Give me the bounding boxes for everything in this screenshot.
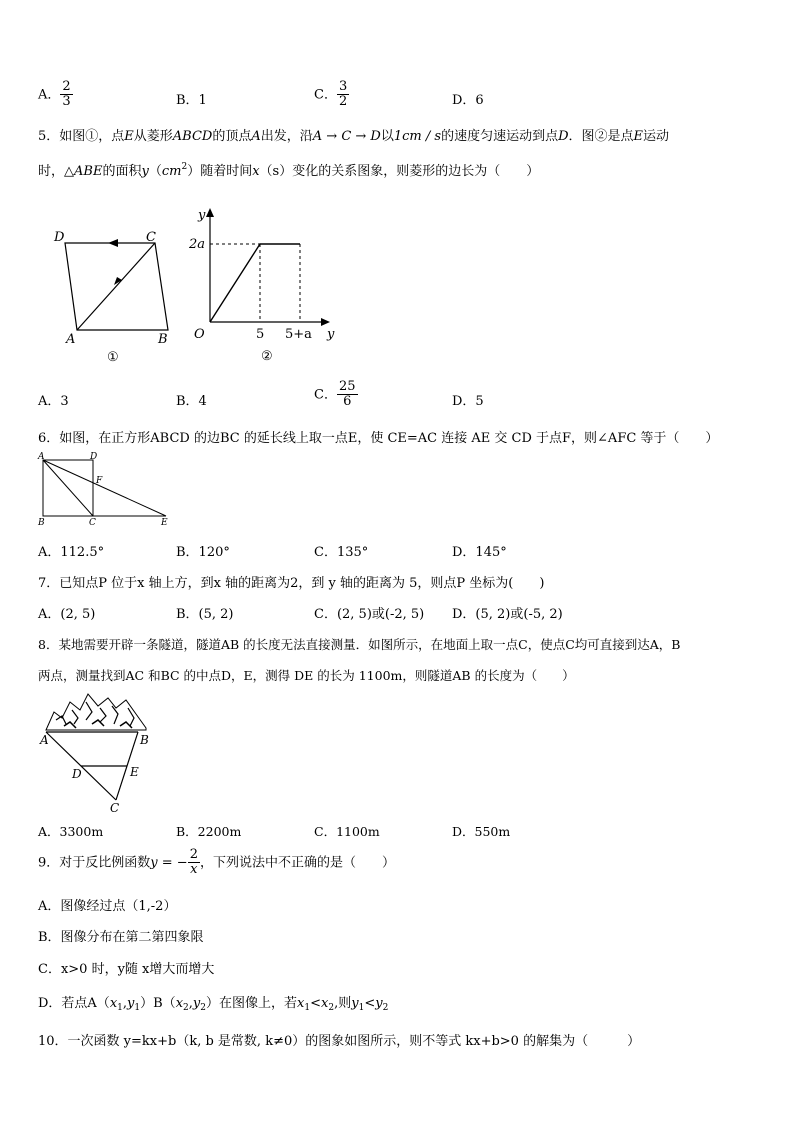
q6-option-b: B．120° (176, 545, 230, 560)
q6-option-c: C．135° (314, 545, 369, 560)
q8-stem-line2: 两点，测量找到AC 和BC 的中点D，E，测得 DE 的长为 1100m，则隧道AB 的长度为（ ） (38, 668, 575, 683)
q5-figure-rhombus (50, 225, 185, 365)
label-a: A (66, 332, 76, 347)
q4-option-c: C． $\frac{3}{2}$ (314, 79, 348, 110)
q5-option-d: D．5 (452, 394, 484, 409)
fraction: $\frac{3}{2}$ (338, 79, 348, 110)
q4-option-d: D．6 (452, 93, 484, 108)
label-y: y (198, 208, 206, 223)
q5-option-c: C． $\frac{25}{6}$ (314, 379, 356, 410)
segment-ae (43, 460, 166, 516)
q9-option-b: B．图像分布在第二第四象限 (38, 930, 204, 945)
arrow-left-icon (108, 239, 118, 247)
q9-option-d: D．若点$A(x_1,y_1)B(x_2,y_2)$在图像上，若$x_1<x_2$,则$y_1<y_2$ (38, 996, 389, 1013)
label-x: y (327, 327, 335, 342)
q5-stem-line1: 5．如图①，点E从菱形ABCD的顶点A出发，沿A → C → D以1cm / s的速度匀速运动到点D．图②是点E运动 (38, 129, 670, 144)
label-5: 5 (256, 327, 265, 342)
q9-stem: 9．对于反比例函数y = − $\frac{2}{x}$ ，下列说法中不正确的是（ ） (38, 847, 395, 878)
q6-option-a: A．112.5° (38, 545, 105, 560)
fraction: $\frac{2}{x}$ (189, 847, 198, 878)
label-5a: 5+a (285, 327, 312, 342)
label-c: C (110, 801, 120, 813)
mountain-illustration (46, 694, 146, 730)
q8-option-a: A．3300m (38, 824, 104, 839)
q7-option-a: A．(2, 5) (38, 607, 96, 622)
label-b: B (38, 518, 45, 528)
fraction: $\frac{2}{3}$ (62, 79, 71, 110)
fraction: $\frac{25}{6}$ (338, 379, 356, 410)
graph-line (210, 244, 300, 322)
q8-option-b: B．2200m (176, 824, 242, 839)
q9-option-c: C．x>0 时，y随 x增大而增大 (38, 962, 215, 977)
q8-stem-line1: 8．某地需要开辟一条隧道，隧道AB 的长度无法直接测量．如图所示，在地面上取一点C，使点C均可直接到达A，B (38, 637, 681, 652)
label-d: D (72, 767, 82, 781)
q5-option-b: B．4 (176, 394, 207, 409)
label-a: A (40, 733, 49, 747)
q6-stem: 6．如图，在正方形ABCD 的边BC 的延长线上取一点E，使 CE=AC 连接 AE 交 CD 于点F，则∠AFC 等于（ ） (38, 431, 719, 446)
label-c: C (89, 518, 96, 528)
diagonal-ac (43, 460, 93, 516)
q8-option-c: C．1100m (314, 824, 380, 839)
label-a: A (38, 452, 45, 462)
q8-figure (36, 688, 156, 813)
label-2a: 2a (189, 237, 206, 252)
label-c: C (146, 230, 156, 245)
label-e: E (130, 765, 139, 779)
label-d: D (90, 452, 98, 462)
q5-stem-line2: 时，△ABE的面积$y(cm^2)$随着时间x（s）变化的关系图象，则菱形的边长为（ ） (38, 162, 540, 179)
q5-option-a: A．3 (38, 394, 69, 409)
x-axis-arrow-icon (321, 318, 330, 326)
figure-number-2: ② (261, 349, 273, 364)
q7-stem: 7．已知点P 位于x 轴上方，到x 轴的距离为2，到 y 轴的距离为 5，则点P 坐标为( ) (38, 576, 545, 591)
q8-option-d: D．550m (452, 824, 511, 839)
figure-number-1: ① (107, 350, 119, 365)
q4-option-b: B．1 (176, 93, 207, 108)
q10-stem: 10．一次函数 y=kx+b（k, b 是常数, k≠0）的图象如图所示，则不等式 kx+b>0 的解集为（ ） (38, 1034, 641, 1049)
label-e: E (161, 518, 168, 528)
label-f: F (96, 476, 103, 486)
q7-option-c: C．(2, 5)或(-2, 5) (314, 607, 425, 622)
q7-option-b: B．(5, 2) (176, 607, 234, 622)
label-b: B (158, 332, 168, 347)
label-o: O (194, 327, 205, 342)
q4-option-a: A． $\frac{2}{3}$ (38, 79, 71, 110)
label-d: D (54, 230, 65, 245)
diagonal-ac (77, 243, 155, 330)
q7-option-d: D．(5, 2)或(-5, 2) (452, 607, 563, 622)
label-b: B (140, 733, 149, 747)
y-axis-arrow-icon (206, 208, 214, 217)
q9-option-a: A．图像经过点（1,-2） (38, 899, 177, 914)
q5-figure-graph (185, 200, 345, 370)
q6-option-d: D．145° (452, 545, 507, 560)
q6-figure (36, 450, 176, 530)
